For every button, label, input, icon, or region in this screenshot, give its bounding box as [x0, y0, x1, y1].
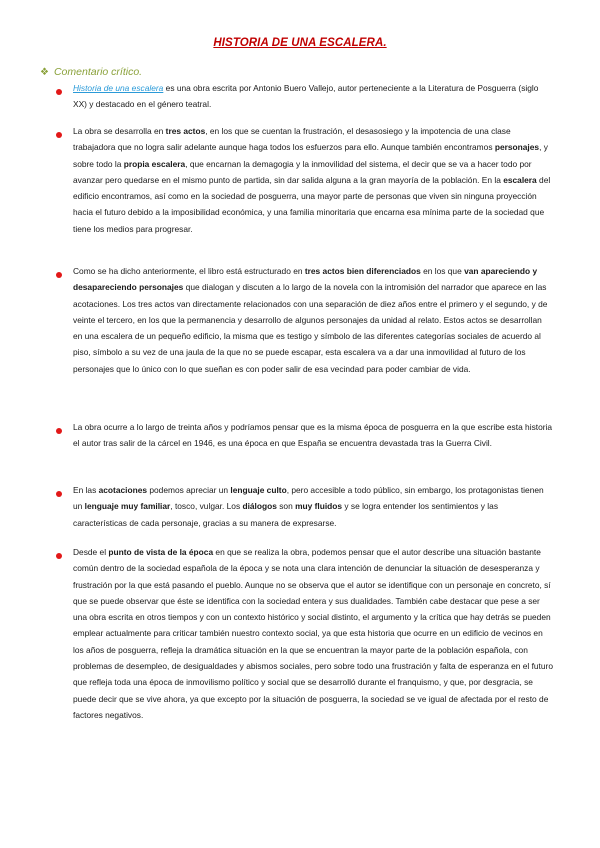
work-title-link[interactable]: Historia de una escalera: [73, 83, 164, 93]
text-run: , pero accesible a todo público, sin embargo, los protagonistas tienen un: [73, 485, 544, 512]
bold-text: escalera: [503, 174, 537, 185]
text-run: Desde el: [73, 547, 109, 557]
text-run: es una obra escrita por Antonio Buero Vallejo, autor perteneciente a la Literatura de Posguerra (siglo XX) y destacado en el género teatral.: [73, 83, 539, 110]
bold-text: personajes: [494, 142, 540, 153]
bold-text: muy fluidos: [295, 501, 343, 512]
section-heading: [40, 66, 142, 78]
text-run: son: [276, 501, 296, 512]
bold-text: tres actos: [165, 126, 206, 136]
text-run: , tosco, vulgar. Los: [170, 501, 243, 512]
text-run: La obra ocurre a lo largo de treinta años y podríamos pensar que es la misma época de posguerra en la que escribe esta historia el autor tras salir de la cárcel en 1946, es una época en que España se encuentra devastada tras la Guerra Civil.: [73, 422, 553, 449]
paragraph-6: [73, 544, 553, 723]
bullet-icon: [56, 553, 62, 559]
text-run: , en los que se cuentan la frustración, el desasosiego y la impotencia de una clase trabajadora que no logra salir adelante aunque haga todos los esfuerzos para ello. Aunque también encontramos: [73, 126, 511, 153]
paragraph-3: [73, 263, 553, 377]
bullet-icon: [56, 89, 62, 95]
bold-text: acotaciones: [98, 485, 148, 495]
paragraph-4: [73, 419, 553, 452]
text-run: que dialogan y discuten a lo largo de la novela con la intromisión del narrador que aparece en las acotaciones. Los tres actos van directamente relacionados con una separación de diez años entre el primero y el segundo, y de veinte el tercero, en los que la permanencia y desarrollo de algunos personajes da unidad al relato. Estos actos se desarrollan en una escalera de un pequeño edificio, la misma que es testigo y símbolo de las diferentes categorías sociales de acuerdo al piso, símbolo a su vez de una jaula de la que no se puede escapar, esta escalera va a dar una inmovilidad al futuro de los personajes que lo único con lo que sueñan es con poder salir de esa vecindad para poder cambiar de vida.: [73, 282, 548, 374]
paragraph-1: [73, 80, 553, 113]
section-heading-text: Comentario crítico.: [53, 66, 143, 78]
text-run: , y sobre todo la: [73, 142, 548, 169]
bold-text: lenguaje muy familiar: [84, 501, 171, 512]
document-title: HISTORIA DE UNA ESCALERA.: [213, 37, 387, 49]
bold-text: punto de vista de la época: [108, 547, 214, 557]
bold-text: lenguaje culto: [230, 485, 287, 495]
text-run: en que se realiza la obra, podemos pensar que el autor describe una situación bastante común dentro de la sociedad española de la época y se nota una clara intención de denunciar la situación de desesperanza y frustración por la que está pasando el pueblo. Aunque no se observa que el autor se identifique con un personaje en concreto, sí que se puede observar que éste se identifica con la sociedad entera y sus dualidades. También cabe destacar que pese a ser una obra escrita en otros tiempos y con un contexto histórico y social distinto, el argumento y la crítica que hay detrás se pueden emplear actualmente para criticar también nuestro contexto social, ya que esta historia que ocurre en un edificio de vecinos en los años de posguerra, refleja la dramática situación en la que se encuentran la mayor parte de la población española, con problemas de desempleo, de desigualdades y abismos sociales, pero sobre todo una frustración y falta de esperanza en el futuro que refleja toda una época de inmovilismo político y social que se desarrolló durante el franquismo, y que, por desgracia, se puede decir que se vive ahora, ya que excepto por la situación de posguerra, la sociedad se ve igual de afectada por el resto de factores negativos.: [73, 547, 553, 720]
paragraph-5: [73, 482, 553, 531]
text-run: del edificio encontramos, así como en la sociedad de posguerra, una mayor parte de personas que viven sin ninguna proyección hacia el futuro debido a la imposibilidad económica, y una familia minoritaria que encarna esa mínima parte de la sociedad que tiene los medios para progresar.: [73, 174, 551, 234]
bold-text: propia escalera: [123, 158, 186, 169]
text-run: podemos apreciar un: [147, 485, 231, 495]
bold-text: diálogos: [242, 501, 277, 512]
bullet-icon: [56, 132, 62, 138]
diamond-bullet-icon: ❖: [40, 67, 49, 78]
text-run: La obra se desarrolla en: [73, 126, 166, 136]
text-run: en los que: [420, 266, 465, 276]
text-run: En las: [73, 485, 99, 495]
text-run: Como se ha dicho anteriormente, el libro está estructurado en: [73, 266, 305, 276]
paragraph-2: [73, 123, 553, 237]
bold-text: van apareciendo y desapareciendo personajes: [73, 266, 538, 293]
bold-text: tres actos bien diferenciados: [304, 266, 421, 276]
bullet-icon: [56, 272, 62, 278]
text-run: y se logra entender los sentimientos y las características de cada personaje, gracias a su manera de expresarse.: [73, 501, 499, 528]
text-run: , que encarnan la demagogia y la inmovilidad del sistema, el decir que se va a hacer todo por avanzar pero quedarse en el mismo punto de partida, sin dar salida alguna a la gran mayoría de la población. En la: [73, 158, 532, 185]
bullet-icon: [56, 491, 62, 497]
bullet-icon: [56, 428, 62, 434]
